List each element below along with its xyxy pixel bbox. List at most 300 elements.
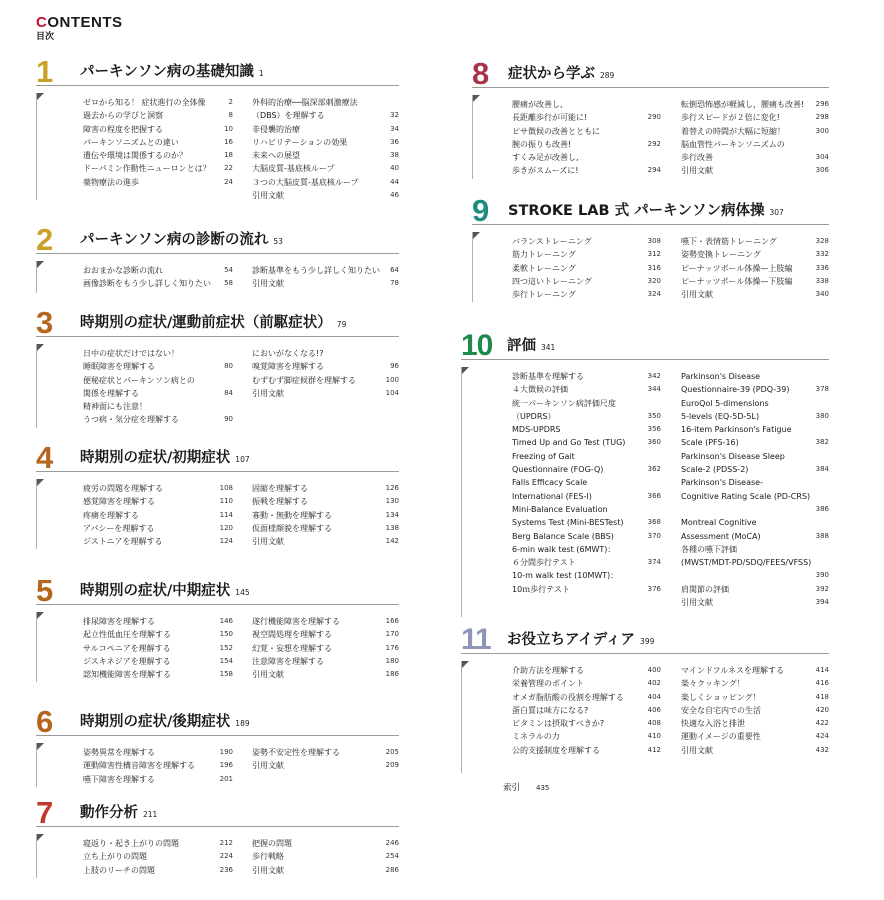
toc-entry[interactable] [512, 490, 661, 503]
contents-title: CONTENTS [36, 14, 123, 31]
toc-entry[interactable] [512, 730, 661, 743]
toc-entry[interactable] [512, 423, 661, 436]
entry-page: 46 [390, 191, 399, 200]
toc-entry[interactable] [512, 370, 661, 383]
toc-entry[interactable] [252, 482, 399, 495]
entry-page: 78 [390, 279, 399, 288]
entry-title: ピーナッツボール体操—下肢編 [681, 276, 793, 286]
toc-entry[interactable] [83, 522, 233, 535]
chapter-page: 211 [143, 810, 158, 819]
toc-entry[interactable] [83, 628, 233, 641]
entry-page: 110 [219, 497, 233, 506]
toc-entry[interactable] [512, 583, 661, 596]
entry-page: 360 [647, 438, 661, 447]
toc-entry[interactable] [252, 374, 399, 387]
entry-page: 296 [815, 100, 829, 108]
toc-entry[interactable] [252, 162, 399, 175]
entry-title: むずむず脚症候群を理解する [252, 375, 356, 385]
chapter-title-text: 評価 [507, 338, 536, 354]
entry-title: 引用文献 [252, 191, 284, 201]
chapter-heading[interactable] [36, 305, 399, 344]
entry-page: 205 [385, 748, 399, 756]
entries-left-column [83, 96, 233, 189]
toc-entry[interactable] [512, 503, 661, 516]
entry-page: 16 [224, 137, 233, 146]
entry-title: 起立性低血圧を理解する [83, 630, 171, 640]
chapter-page: 145 [235, 588, 250, 597]
toc-entry[interactable] [512, 556, 661, 569]
toc-entry[interactable] [681, 476, 829, 489]
entry-page: 108 [219, 484, 233, 492]
entry-title: 快適な入浴と排泄 [681, 719, 745, 729]
toc-entry[interactable] [83, 759, 233, 772]
chapter-title [80, 314, 346, 334]
entry-page: 304 [815, 153, 829, 162]
entry-title: 画像診断をもう少し詳しく知りたい [83, 279, 211, 289]
toc-entry[interactable] [83, 495, 233, 508]
toc-entry[interactable] [512, 138, 661, 151]
entry-page: 90 [224, 415, 233, 424]
toc-entry[interactable] [512, 664, 661, 677]
toc-entry[interactable] [83, 149, 233, 162]
entry-page: 294 [647, 166, 661, 175]
entry-title: 引用文献 [252, 761, 284, 771]
toc-entry[interactable] [252, 189, 399, 202]
chapter-3 [36, 305, 399, 428]
entry-title: ピサ徴候の改善とともに [512, 126, 600, 136]
toc-entry[interactable] [512, 450, 661, 463]
entry-title: サルコペニアを理解する [83, 643, 171, 653]
chapter-heading[interactable] [36, 54, 399, 93]
toc-entry[interactable] [512, 717, 661, 730]
toc-entry[interactable] [681, 111, 829, 124]
entry-title: Cognitive Rating Scale (PD-CRS) [681, 491, 811, 501]
toc-entry[interactable] [512, 275, 661, 288]
chapter-title [507, 631, 654, 651]
entry-page: 80 [224, 362, 233, 371]
chapter-rule [36, 735, 399, 736]
toc-entry[interactable] [681, 503, 829, 516]
toc-entry[interactable] [681, 450, 829, 463]
corner-marker [37, 612, 44, 619]
toc-entry[interactable] [252, 615, 399, 628]
chapter-page: 107 [235, 455, 250, 464]
entry-title: Scale (PFS-16) [681, 438, 739, 448]
toc-entry[interactable] [252, 360, 399, 373]
toc-entry[interactable] [681, 691, 829, 704]
toc-entry[interactable] [681, 677, 829, 690]
entry-title: 認知機能障害を理解する [83, 670, 171, 680]
toc-entry[interactable] [512, 436, 661, 449]
toc-entry[interactable] [512, 543, 661, 556]
toc-entry[interactable] [681, 717, 829, 730]
toc-entry[interactable] [83, 400, 233, 413]
toc-entry[interactable] [681, 410, 829, 423]
entries-right-column [252, 615, 399, 681]
toc-entry[interactable] [681, 138, 829, 151]
entry-page: 390 [815, 571, 829, 580]
toc-entry[interactable] [512, 463, 661, 476]
chapter-rule [36, 604, 399, 605]
entry-page: 418 [815, 692, 829, 701]
entry-title: オメガ脂肪酸の役割を理解する [512, 692, 624, 702]
toc-entry[interactable] [681, 125, 829, 138]
chapter-heading[interactable] [472, 56, 829, 95]
index-entry[interactable] [503, 781, 549, 793]
entry-title: 立ち上がりの問題 [83, 852, 147, 862]
toc-entry[interactable] [83, 482, 233, 495]
toc-entry[interactable] [252, 668, 399, 681]
entry-page: 412 [647, 745, 661, 754]
toc-entry[interactable] [252, 176, 399, 189]
entries-left-column [83, 746, 233, 786]
entry-page: 298 [815, 113, 829, 122]
entry-title: Parkinson's Disease [681, 372, 761, 381]
toc-entry[interactable] [252, 850, 399, 863]
toc-entry[interactable] [252, 347, 399, 360]
entry-title: バランストレーニング [512, 237, 592, 246]
toc-entry[interactable] [252, 495, 399, 508]
toc-entry[interactable] [681, 490, 829, 503]
chapter-heading[interactable] [461, 329, 829, 367]
toc-entry[interactable] [512, 704, 661, 717]
entry-title: 大脳皮質-基底核ループ [252, 164, 335, 174]
entry-title: 安全な自宅内での生活 [681, 705, 761, 715]
entry-page: 388 [815, 531, 829, 540]
entry-title: 過去からの学びと洞察 [83, 111, 163, 121]
toc-entry[interactable] [252, 149, 399, 162]
entries-right-column [252, 347, 399, 400]
entry-page: 24 [224, 177, 233, 186]
entry-page: 120 [219, 523, 233, 532]
toc-entry[interactable] [83, 264, 233, 277]
chapter-title [507, 337, 555, 357]
entry-title: ６分間歩行テスト [512, 558, 576, 568]
entry-title: においがなくなる!? [252, 349, 324, 358]
entry-title: 把握の問題 [252, 839, 292, 848]
entry-title: 注意障害を理解する [252, 656, 324, 666]
entry-page: 150 [219, 630, 233, 639]
entry-title: ドーパミン作動性ニューロンとは？ [83, 164, 211, 174]
toc-entry[interactable] [83, 655, 233, 668]
entry-title: 日中の症状だけではない！ [83, 349, 179, 358]
toc-entry[interactable] [252, 277, 399, 290]
entry-title: 柔軟トレーニング [512, 263, 576, 273]
toc-entry[interactable] [83, 360, 233, 373]
toc-entry[interactable] [512, 410, 661, 423]
chapter-heading[interactable] [36, 573, 399, 612]
entry-page: 134 [385, 510, 399, 519]
toc-entry[interactable] [83, 277, 233, 290]
corner-marker [473, 232, 480, 239]
toc-entry[interactable] [83, 109, 233, 122]
toc-entry[interactable] [83, 864, 233, 877]
entry-page: 422 [815, 719, 829, 728]
entry-page: 114 [219, 510, 233, 519]
entry-title: 固縮を理解する [252, 484, 308, 493]
entry-title: Parkinson's Disease- [681, 478, 763, 488]
entry-page: 384 [815, 465, 829, 474]
toc-entry[interactable] [83, 96, 233, 109]
toc-entry[interactable] [83, 387, 233, 400]
toc-entry[interactable] [83, 746, 233, 759]
toc-entry[interactable] [252, 535, 399, 548]
toc-entry[interactable] [83, 347, 233, 360]
toc-entry[interactable] [512, 288, 661, 301]
entry-title: 薬物療法の進歩 [83, 177, 139, 187]
toc-entry[interactable] [512, 397, 661, 410]
chapter-entries [36, 261, 399, 293]
toc-entry[interactable] [681, 262, 829, 275]
toc-entry[interactable] [681, 288, 829, 301]
entry-title: 公的支援制度を理解する [512, 745, 600, 755]
toc-entry[interactable] [83, 642, 233, 655]
entry-page: 54 [224, 266, 233, 274]
entry-title: 関係を理解する [83, 388, 139, 398]
entry-page: 154 [219, 656, 233, 665]
chapter-rule [36, 85, 399, 86]
entry-page: 320 [647, 276, 661, 285]
toc-entry[interactable] [252, 837, 399, 850]
toc-entry[interactable] [83, 850, 233, 863]
toc-entry[interactable] [681, 383, 829, 396]
toc-entry[interactable] [681, 463, 829, 476]
toc-entry[interactable] [83, 123, 233, 136]
toc-entry[interactable] [681, 556, 829, 569]
entry-title: （UPDRS） [512, 411, 556, 421]
toc-entry[interactable] [681, 275, 829, 288]
entry-page: 100 [385, 375, 399, 384]
chapter-number: 8 [472, 56, 490, 91]
toc-entry[interactable] [252, 123, 399, 136]
toc-entry[interactable] [83, 136, 233, 149]
toc-entry[interactable] [512, 677, 661, 690]
entry-title: 未来への展望 [252, 151, 300, 161]
toc-entry[interactable] [83, 162, 233, 175]
toc-entry[interactable] [681, 664, 829, 677]
toc-entry[interactable] [512, 248, 661, 261]
toc-entry[interactable] [512, 151, 661, 164]
toc-entry[interactable] [512, 476, 661, 489]
chapter-heading[interactable] [472, 193, 829, 232]
toc-entry[interactable] [681, 543, 829, 556]
chapter-entries [36, 479, 399, 549]
entry-page: 392 [815, 584, 829, 593]
toc-entry[interactable] [83, 773, 233, 786]
chapter-entries [472, 232, 829, 302]
entry-title: 疼痛を理解する [83, 510, 139, 520]
entry-page: 104 [385, 388, 399, 397]
entry-title: 転倒恐怖感が軽減し，腰痛も改善! [681, 100, 805, 109]
chapter-4 [36, 440, 399, 549]
entry-title: 非侵襲的治療 [252, 124, 300, 134]
chapter-number: 5 [36, 573, 54, 608]
entry-page: 408 [647, 719, 661, 728]
entry-title: 排尿障害を理解する [83, 617, 155, 626]
entries-left-column [83, 264, 233, 291]
entries-left-column [83, 482, 233, 548]
toc-entry[interactable] [83, 176, 233, 189]
chapter-6 [36, 704, 399, 787]
toc-entry[interactable] [252, 109, 399, 122]
toc-entry[interactable] [681, 423, 829, 436]
chapter-number: 3 [36, 305, 54, 340]
chapter-rule [36, 253, 399, 254]
entry-page: 246 [385, 839, 399, 847]
chapter-page: 189 [235, 719, 250, 728]
toc-entry[interactable] [83, 535, 233, 548]
toc-entry[interactable] [252, 522, 399, 535]
chapter-page: 53 [273, 237, 283, 246]
toc-entry[interactable] [252, 746, 399, 759]
entry-page: 328 [815, 237, 829, 245]
entry-title: 10ｍ歩行テスト [512, 584, 570, 594]
entry-title: Mini-Balance Evaluation [512, 504, 608, 514]
toc-entry[interactable] [512, 164, 661, 177]
entry-page: 340 [815, 290, 829, 299]
entry-page: 44 [390, 177, 399, 186]
entry-title: 筋力トレーニング [512, 250, 576, 260]
entry-title: 6-min walk test (6MWT)： [512, 544, 616, 554]
toc-entry[interactable] [252, 628, 399, 641]
toc-entry[interactable] [681, 397, 829, 410]
entry-title: ビタミンは摂取すべきか? [512, 719, 605, 729]
chapter-number: 2 [36, 222, 54, 257]
toc-entry[interactable] [252, 655, 399, 668]
entry-title: 運動障害性構音障害を理解する [83, 761, 195, 771]
toc-entry[interactable] [681, 248, 829, 261]
toc-entry[interactable] [512, 744, 661, 757]
toc-entry[interactable] [83, 374, 233, 387]
toc-entry[interactable] [83, 837, 233, 850]
toc-entry[interactable] [681, 596, 829, 609]
toc-entry[interactable] [681, 436, 829, 449]
toc-entry[interactable] [681, 516, 829, 529]
entry-page: 312 [647, 250, 661, 259]
chapter-number: 6 [36, 704, 54, 739]
toc-entry[interactable] [512, 125, 661, 138]
toc-entry[interactable] [252, 759, 399, 772]
entries-left-column [83, 347, 233, 427]
toc-entry[interactable] [512, 383, 661, 396]
toc-entry[interactable] [681, 730, 829, 743]
chapter-heading[interactable] [36, 222, 399, 261]
entry-title: リハビリテーションの効果 [252, 137, 348, 147]
chapter-number: 7 [36, 795, 54, 830]
entries-right-column [681, 98, 829, 178]
toc-entry[interactable] [252, 387, 399, 400]
entry-page: 376 [647, 584, 661, 593]
toc-entry[interactable] [681, 744, 829, 757]
entry-page: 306 [815, 166, 829, 175]
chapter-heading[interactable] [36, 440, 399, 479]
entry-page: 236 [219, 865, 233, 874]
toc-entry[interactable] [252, 864, 399, 877]
chapter-heading[interactable] [36, 704, 399, 743]
toc-entry[interactable] [252, 136, 399, 149]
entry-title: 振戦を理解する [252, 497, 308, 507]
chapter-entries [472, 95, 829, 179]
chapter-title [80, 63, 264, 83]
corner-marker [473, 95, 480, 102]
entry-title: 診断基準を理解する [512, 372, 584, 381]
entry-title: うつ病・気分症を理解する [83, 415, 179, 425]
toc-entry[interactable] [512, 569, 661, 582]
entry-page: 212 [219, 839, 233, 847]
chapter-title-text: 時期別の症状/運動前症状（前駆症状） [80, 315, 332, 331]
toc-entry[interactable] [681, 704, 829, 717]
toc-entry[interactable] [681, 235, 829, 248]
toc-entry[interactable] [252, 96, 399, 109]
entry-title: 寝返り・起き上がりの問題 [83, 839, 179, 848]
toc-entry[interactable] [681, 164, 829, 177]
toc-entry[interactable] [252, 509, 399, 522]
chapter-entries [36, 743, 399, 787]
toc-entry[interactable] [512, 691, 661, 704]
toc-entry[interactable] [83, 509, 233, 522]
toc-entry[interactable] [512, 262, 661, 275]
entries-right-column [681, 370, 829, 609]
toc-entry[interactable] [83, 413, 233, 426]
entries-left-column [83, 837, 233, 877]
entries-left-column [512, 664, 661, 757]
toc-entry[interactable] [512, 111, 661, 124]
entry-title: 引用文献 [681, 166, 713, 176]
entry-page: 166 [385, 617, 399, 625]
toc-entry[interactable] [512, 98, 661, 111]
entry-title: 遂行機能障害を理解する [252, 617, 340, 626]
entry-page: 130 [385, 497, 399, 506]
chapter-title-text: パーキンソン病の診断の流れ [80, 232, 269, 248]
toc-entry[interactable] [252, 642, 399, 655]
entry-page: 420 [815, 705, 829, 714]
chapter-heading[interactable] [36, 795, 399, 834]
entry-page: 400 [647, 666, 661, 674]
toc-entry[interactable] [681, 98, 829, 111]
chapter-heading[interactable] [461, 623, 829, 661]
entry-title: 外科的治療──脳深部刺激療法 [252, 98, 358, 107]
toc-entry[interactable] [681, 151, 829, 164]
toc-entry[interactable] [83, 668, 233, 681]
toc-entry[interactable] [512, 235, 661, 248]
toc-entry[interactable] [83, 615, 233, 628]
chapter-5 [36, 573, 399, 682]
entry-page: 368 [647, 518, 661, 527]
entry-title: 便秘症状とパーキンソン病との [83, 375, 195, 385]
chapter-rule [461, 653, 829, 654]
chapter-entries [36, 834, 399, 878]
entry-page: 146 [219, 617, 233, 625]
toc-entry[interactable] [681, 370, 829, 383]
toc-entry[interactable] [512, 530, 661, 543]
toc-entry[interactable] [681, 583, 829, 596]
toc-entry[interactable] [512, 516, 661, 529]
toc-entry[interactable] [681, 569, 829, 582]
entries-right-column [252, 264, 399, 291]
chapter-rule [461, 359, 829, 360]
chapter-rule [36, 471, 399, 472]
entry-title: Montreal Cognitive [681, 518, 757, 528]
entry-page: 292 [647, 139, 661, 148]
entries-right-column [681, 235, 829, 301]
entries-left-column [512, 98, 661, 178]
toc-entry[interactable] [681, 530, 829, 543]
entry-title: 引用文献 [252, 670, 284, 680]
entry-title: ゼロから知る！ 症状進行の全体像 [83, 98, 206, 107]
toc-entry[interactable] [252, 264, 399, 277]
entry-title: Assessment (MoCA) [681, 531, 761, 541]
entry-title: 睡眠障害を理解する [83, 362, 155, 372]
